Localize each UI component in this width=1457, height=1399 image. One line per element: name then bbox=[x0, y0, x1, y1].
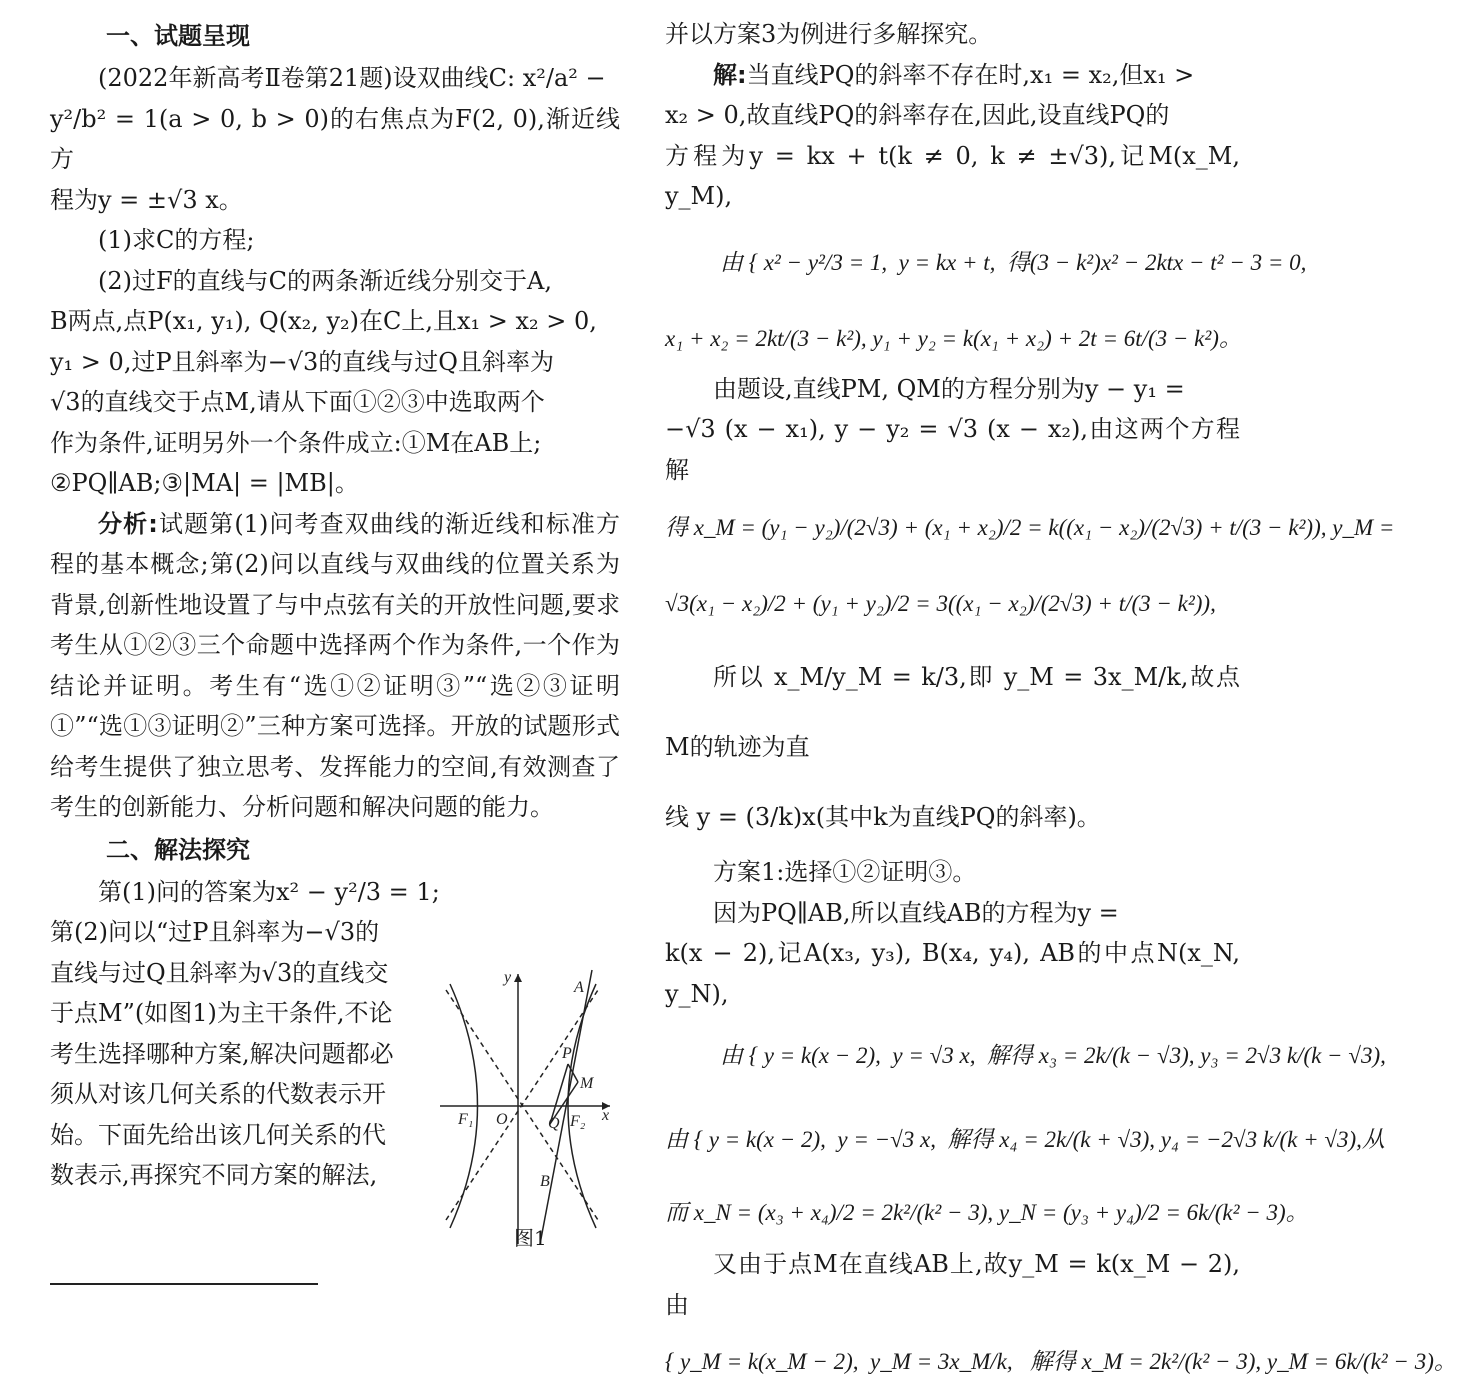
equation-system-1: 由 { x² − y²/3 = 1, y = kx + t, 得(3 − k²)x² − 2ktx − t² − 3 = 0, bbox=[720, 249, 1307, 275]
part2-line: 考生选择哪种方案,解决问题都必 bbox=[50, 1039, 394, 1068]
plan1-line: 因为PQ∥AB,所以直线AB的方程为y = bbox=[713, 898, 1119, 927]
part2-line: 于点M”(如图1)为主干条件,不论 bbox=[50, 999, 393, 1027]
figure-caption: 图1 bbox=[514, 1226, 547, 1250]
plan1-line: k(x − 2),记A(x₃, y₃), B(x₄, y₄), AB的中点N(x_N, y_N), bbox=[665, 939, 1240, 1008]
text-line: 并以方案3为例进行多解探究。 bbox=[665, 20, 993, 48]
problem-line: 作为条件,证明另外一个条件成立:①M在AB上; bbox=[50, 428, 542, 457]
on-ab-line: 又由于点M在直线AB上,故y_M = k(x_M − 2),由 bbox=[665, 1250, 1240, 1319]
problem-line: (2)过F的直线与C的两条渐近线分别交于A, bbox=[98, 266, 552, 295]
problem-line: B两点,点P(x₁, y₁), Q(x₂, y₂)在C上,且x₁ > x₂ > 0, bbox=[50, 307, 597, 335]
right-column bbox=[665, 14, 1457, 1399]
label-b: B bbox=[540, 1173, 550, 1190]
problem-line: ②PQ∥AB;③|MA| = |MB|。 bbox=[50, 469, 359, 497]
part2-line: 直线与过Q且斜率为√3的直线交 bbox=[50, 958, 389, 987]
label-f2: F₂ bbox=[570, 1113, 586, 1130]
equation-system-3: 由 { y = k(x − 2), y = −√3 x, 解得 x₄ = 2k/(k + √3), y₄ = −2√3 k/(k + √3),从 bbox=[665, 1127, 1385, 1152]
label-o: O bbox=[496, 1111, 508, 1128]
label-y: y bbox=[504, 969, 512, 986]
section-heading-1: 一、试题呈现 bbox=[106, 22, 250, 50]
label-q: Q bbox=[548, 1115, 560, 1132]
solution-label: 解: bbox=[713, 60, 747, 89]
plan1-title: 方案1:选择①②证明③。 bbox=[713, 858, 977, 886]
label-m: M bbox=[580, 1075, 594, 1092]
label-x: x bbox=[602, 1107, 610, 1124]
equation-system-4: { y_M = k(x_M − 2), y_M = 3x_M/k, 解得 x_M = 2k²/(k² − 3), y_M = 6k/(k² − 3)。 bbox=[665, 1349, 1457, 1374]
part2-line: 始。下面先给出该几何关系的代 bbox=[50, 1120, 386, 1149]
part2-line: 第(2)问以“过P且斜率为−√3的 bbox=[50, 918, 380, 946]
problem-line: (2022年新高考Ⅱ卷第21题)设双曲线C: x²/a² − bbox=[98, 64, 606, 92]
equation-xm: 得 x_M = (y₁ − y₂)/(2√3) + (x₁ + x₂)/2 = k((x₁ − x₂)/(2√3) + t/(3 − k²)), y_M = bbox=[665, 515, 1395, 540]
pm-line: 由题设,直线PM, QM的方程分别为y − y₁ = bbox=[713, 374, 1185, 403]
part2-text bbox=[50, 912, 435, 1196]
figure-1-hyperbola bbox=[440, 964, 620, 1254]
solution-line bbox=[665, 55, 1240, 96]
analysis-paragraph bbox=[50, 504, 620, 828]
analysis-label: 分析: bbox=[98, 509, 158, 538]
label-f1: F₁ bbox=[458, 1111, 474, 1128]
equation-ym: √3(x₁ − x₂)/2 + (y₁ + y₂)/2 = 3((x₁ − x₂)/(2√3) + t/(3 − k²)), bbox=[665, 591, 1216, 616]
part2-line: 数表示,再探究不同方案的解法, bbox=[50, 1161, 378, 1189]
analysis-text: 试题第(1)问考查双曲线的渐近线和标准方程的基本概念;第(2)问以直线与双曲线的位置关系为背景,创新性地设置了与中点弦有关的开放性问题,要求考生从①②③三个命题中选择两个作为条件,一个作为结论并证明。考生有“选①②证明③”“选②③证明①”“选①③证明②”三种方案可选择。开放的试题形式给考生提供了独立思考、发挥能力的空间,有效测查了考生的创新能力、分析问题和解决问题的能力。 bbox=[50, 509, 620, 821]
equation-sum: x₁ + x₂ = 2kt/(3 − k²), y₁ + y₂ = k(x₁ + x₂) + 2t = 6t/(3 − k²)。 bbox=[665, 325, 1242, 351]
line-ab bbox=[540, 970, 592, 1244]
solution-line: 方程为y = kx + t(k ≠ 0, k ≠ ±√3),记M(x_M, y_M), bbox=[665, 141, 1240, 210]
problem-line: 程为y = ±√3 x。 bbox=[50, 185, 243, 214]
part2-line: 须从对该几何关系的代数表示开 bbox=[50, 1080, 386, 1108]
pm-line: −√3 (x − x₁), y − y₂ = √3 (x − x₂),由这两个方程解 bbox=[665, 415, 1240, 484]
equation-xn: 而 x_N = (x₃ + x₄)/2 = 2k²/(k² − 3), y_N = (y₃ + y₄)/2 = 6k/(k² − 3)。 bbox=[665, 1200, 1309, 1225]
solution-text: 当直线PQ的斜率不存在时,x₁ = x₂,但x₁ > bbox=[746, 60, 1195, 89]
label-p: P bbox=[562, 1045, 572, 1062]
section-heading-2: 二、解法探究 bbox=[106, 835, 250, 864]
equation-system-2: 由 { y = k(x − 2), y = √3 x, 解得 x₃ = 2k/(k − √3), y₃ = 2√3 k/(k − √3), bbox=[720, 1043, 1386, 1068]
footnote-rule bbox=[50, 1283, 318, 1285]
problem-line: y²/b² = 1(a > 0, b > 0)的右焦点为F(2, 0),渐近线方 bbox=[50, 104, 620, 173]
ratio-line: 所以 x_M/y_M = k/3,即 y_M = 3x_M/k,故点M的轨迹为直 bbox=[665, 663, 1240, 761]
locus-line: 线 y = (3/k)x(其中k为直线PQ的斜率)。 bbox=[665, 803, 1101, 831]
answer-part1: 第(1)问的答案为x² − y²/3 = 1; bbox=[98, 877, 440, 906]
problem-line: y₁ > 0,过P且斜率为−√3的直线与过Q且斜率为 bbox=[50, 347, 554, 376]
problem-line: (1)求C的方程; bbox=[98, 226, 255, 254]
label-a: A bbox=[574, 979, 584, 996]
problem-line: √3的直线交于点M,请从下面①②③中选取两个 bbox=[50, 388, 545, 416]
solution-line: x₂ > 0,故直线PQ的斜率存在,因此,设直线PQ的 bbox=[665, 101, 1170, 129]
